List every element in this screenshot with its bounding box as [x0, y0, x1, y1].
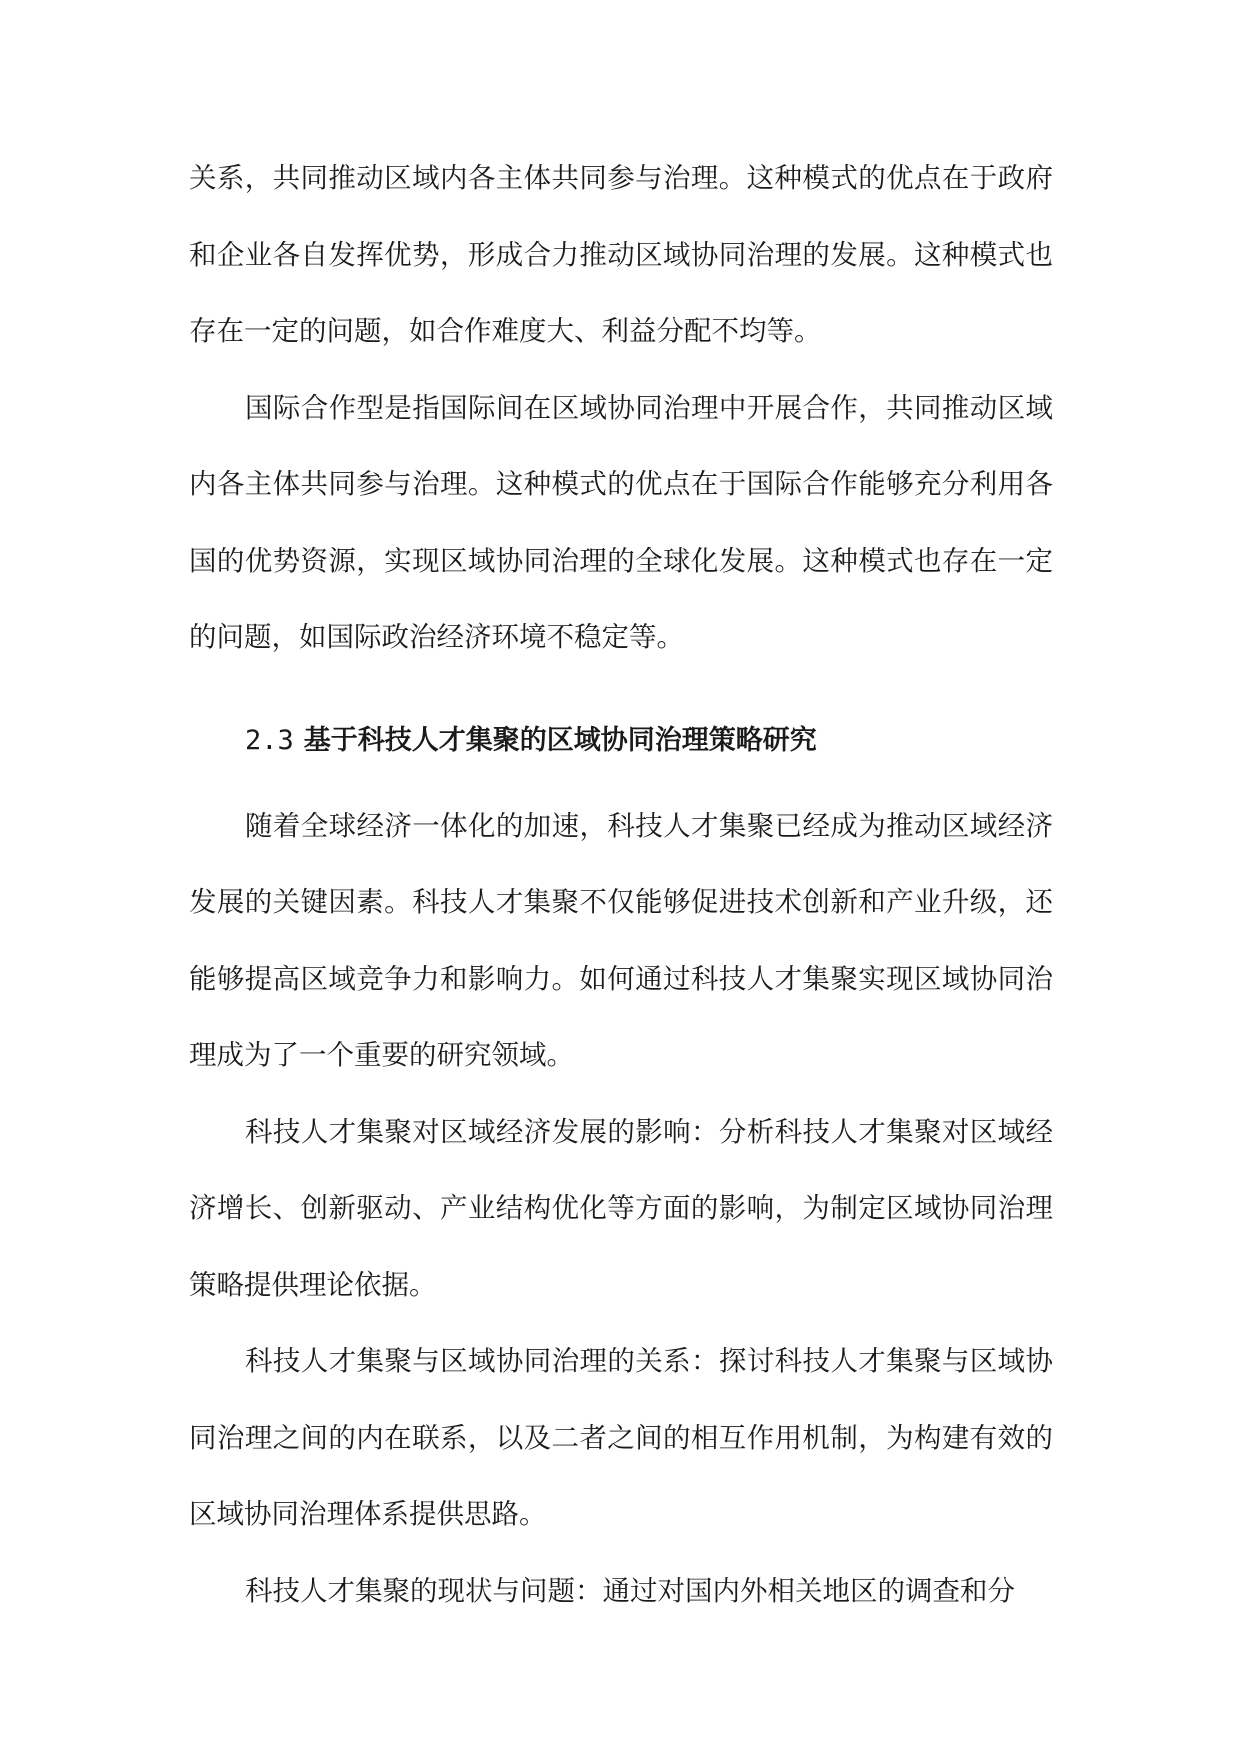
body-paragraph: 科技人才集聚与区域协同治理的关系：探讨科技人才集聚与区域协同治理之间的内在联系，以及二者之间的相互作用机制，为构建有效的区域协同治理体系提供思路。: [189, 1345, 1053, 1530]
page-body: [189, 140, 1053, 1629]
body-paragraph: 科技人才集聚对区域经济发展的影响：分析科技人才集聚对区域经济增长、创新驱动、产业结构优化等方面的影响，为制定区域协同治理策略提供理论依据。: [189, 1115, 1053, 1301]
body-paragraph: 关系，共同推动区域内各主体共同参与治理。这种模式的优点在于政府和企业各自发挥优势，形成合力推动区域协同治理的发展。这种模式也存在一定的问题，如合作难度大、利益分配不均等。: [189, 162, 1053, 347]
section-heading: [189, 694, 1053, 788]
body-paragraph: 科技人才集聚的现状与问题：通过对国内外相关地区的调查和分: [245, 1574, 1015, 1607]
body-paragraph: 随着全球经济一体化的加速，科技人才集聚已经成为推动区域经济发展的关键因素。科技人才集聚不仅能够促进技术创新和产业升级，还能够提高区域竞争力和影响力。如何通过科技人才集聚实现区域协同治理成为了一个重要的研究领域。: [189, 809, 1053, 1071]
body-paragraph: 国际合作型是指国际间在区域协同治理中开展合作，共同推动区域内各主体共同参与治理。这种模式的优点在于国际合作能够充分利用各国的优势资源，实现区域协同治理的全球化发展。这种模式也存在一定的问题，如国际政治经济环境不稳定等。: [189, 391, 1053, 653]
section-title: 基于科技人才集聚的区域协同治理策略研究: [303, 724, 817, 756]
section-number: 2.3: [245, 724, 294, 756]
